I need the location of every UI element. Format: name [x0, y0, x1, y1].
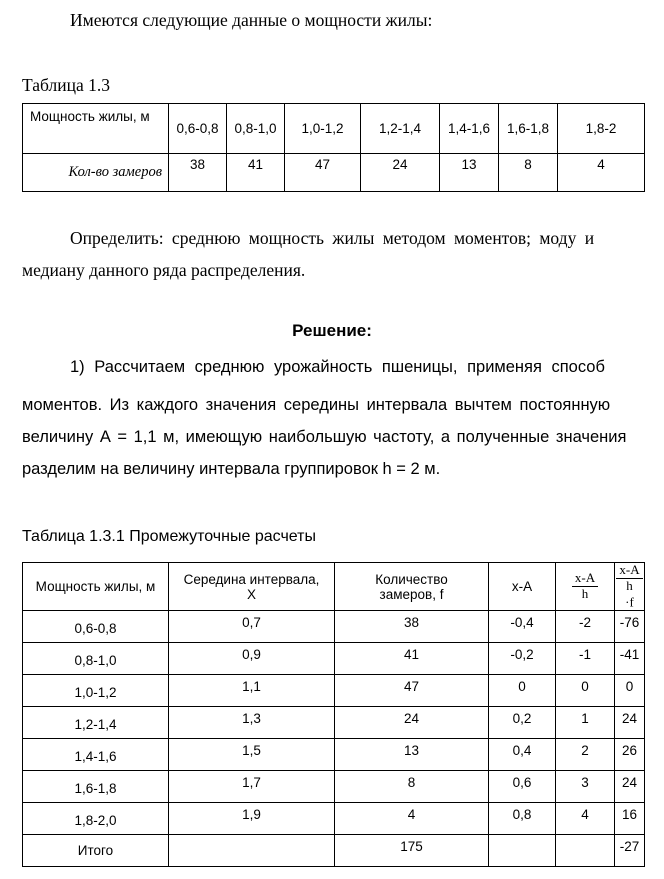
row-fraction: 3 — [556, 771, 615, 803]
table-1-3-interval: 1,4-1,6 — [440, 104, 499, 154]
table-row — [23, 643, 645, 675]
table-1-3-row-header-thickness: Мощность жилы, м — [23, 104, 169, 154]
row-midpoint: 1,7 — [169, 771, 335, 803]
table-row — [23, 739, 645, 771]
row-midpoint: 1,5 — [169, 739, 335, 771]
table-1-3-interval: 1,0-1,2 — [285, 104, 361, 154]
row-x-minus-a: 0,8 — [489, 803, 556, 835]
row-x-minus-a: -0,4 — [489, 611, 556, 643]
table-row — [23, 675, 645, 707]
fraction-numerator: x-A — [572, 571, 598, 587]
header-interval-midpoint: Середина интервала, Х — [169, 563, 335, 611]
solution-line-4: разделим на величину интервала группировок h = 2 м. — [22, 460, 441, 478]
row-fraction-times-f: -41 — [615, 643, 645, 675]
table-1-3-interval: 0,8-1,0 — [227, 104, 285, 154]
row-thickness: 1,8-2,0 — [23, 803, 169, 835]
row-thickness: 0,6-0,8 — [23, 611, 169, 643]
table-1-3-interval: 0,6-0,8 — [169, 104, 227, 154]
table-1-3-interval: 1,8-2 — [558, 104, 645, 154]
row-fraction: 1 — [556, 707, 615, 739]
table-1-3-count: 38 — [169, 154, 227, 192]
row-thickness: 1,0-1,2 — [23, 675, 169, 707]
row-x-minus-a: 0 — [489, 675, 556, 707]
table-row — [23, 707, 645, 739]
task-line-1: Определить: среднюю мощность жилы методом моментов; моду и — [70, 228, 595, 248]
table-1-3-count: 13 — [440, 154, 499, 192]
row-fraction: 2 — [556, 739, 615, 771]
row-x-minus-a: -0,2 — [489, 643, 556, 675]
table-row — [23, 803, 645, 835]
total-empty-cell — [169, 835, 335, 867]
row-fraction-times-f: -76 — [615, 611, 645, 643]
row-midpoint: 0,7 — [169, 611, 335, 643]
row-midpoint: 1,9 — [169, 803, 335, 835]
table-row — [23, 771, 645, 803]
row-thickness: 0,8-1,0 — [23, 643, 169, 675]
table-1-3-interval: 1,6-1,8 — [499, 104, 558, 154]
total-sum: -27 — [615, 835, 645, 867]
solution-heading: Решение: — [292, 321, 372, 340]
table-1-3-count: 4 — [558, 154, 645, 192]
table-row — [23, 611, 645, 643]
row-fraction-times-f: 24 — [615, 707, 645, 739]
row-midpoint: 0,9 — [169, 643, 335, 675]
fraction-numerator: x-A — [616, 563, 642, 579]
header-count: Количество замеров, f — [335, 563, 489, 611]
row-fraction: -2 — [556, 611, 615, 643]
row-thickness: 1,4-1,6 — [23, 739, 169, 771]
row-midpoint: 1,3 — [169, 707, 335, 739]
row-count: 4 — [335, 803, 489, 835]
row-thickness: 1,6-1,8 — [23, 771, 169, 803]
row-fraction-times-f: 0 — [615, 675, 645, 707]
row-x-minus-a: 0,4 — [489, 739, 556, 771]
times-f-label: ·f — [625, 594, 634, 610]
row-count: 13 — [335, 739, 489, 771]
row-thickness: 1,2-1,4 — [23, 707, 169, 739]
table-1-3-1-caption: Таблица 1.3.1 Промежуточные расчеты — [22, 528, 316, 545]
row-x-minus-a: 0,2 — [489, 707, 556, 739]
total-label: Итого — [23, 835, 169, 867]
fraction-x-minus-a-over-h — [616, 563, 642, 594]
row-fraction-times-f: 24 — [615, 771, 645, 803]
table-1-3-1 — [22, 562, 645, 867]
row-count: 8 — [335, 771, 489, 803]
row-fraction-times-f: 16 — [615, 803, 645, 835]
row-fraction: 0 — [556, 675, 615, 707]
task-line-2: медиану данного ряда распределения. — [22, 260, 306, 280]
row-fraction: 4 — [556, 803, 615, 835]
row-x-minus-a: 0,6 — [489, 771, 556, 803]
fraction-denominator: h — [626, 577, 633, 593]
header-fraction — [556, 563, 615, 611]
table-1-3-count: 47 — [285, 154, 361, 192]
total-empty-cell — [556, 835, 615, 867]
row-fraction: -1 — [556, 643, 615, 675]
row-count: 24 — [335, 707, 489, 739]
table-1-3-count: 24 — [361, 154, 440, 192]
row-fraction-times-f: 26 — [615, 739, 645, 771]
table-1-3-count: 8 — [499, 154, 558, 192]
total-count: 175 — [335, 835, 489, 867]
fraction-denominator: h — [581, 586, 589, 602]
header-thickness: Мощность жилы, м — [23, 563, 169, 611]
table-1-3-interval: 1,2-1,4 — [361, 104, 440, 154]
row-count: 41 — [335, 643, 489, 675]
row-count: 38 — [335, 611, 489, 643]
row-midpoint: 1,1 — [169, 675, 335, 707]
intro-text: Имеются следующие данные о мощности жилы: — [70, 10, 433, 30]
header-fraction-times-f — [615, 563, 645, 611]
solution-line-2: моментов. Из каждого значения середины интервала вычтем постоянную — [22, 396, 611, 414]
table-1-3-caption: Таблица 1.3 — [22, 75, 110, 95]
solution-line-3: величину А = 1,1 м, имеющую наибольшую частоту, а полученные значения — [22, 428, 627, 446]
header-x-minus-a: x-A — [489, 563, 556, 611]
total-empty-cell — [489, 835, 556, 867]
table-1-3-row-header-count: Кол-во замеров — [23, 154, 169, 192]
table-1-3 — [22, 103, 645, 192]
row-count: 47 — [335, 675, 489, 707]
table-1-3-count: 41 — [227, 154, 285, 192]
fraction-x-minus-a-over-h — [572, 571, 598, 602]
solution-line-1: 1) Рассчитаем среднюю урожайность пшеницы, применяя способ — [70, 358, 605, 376]
